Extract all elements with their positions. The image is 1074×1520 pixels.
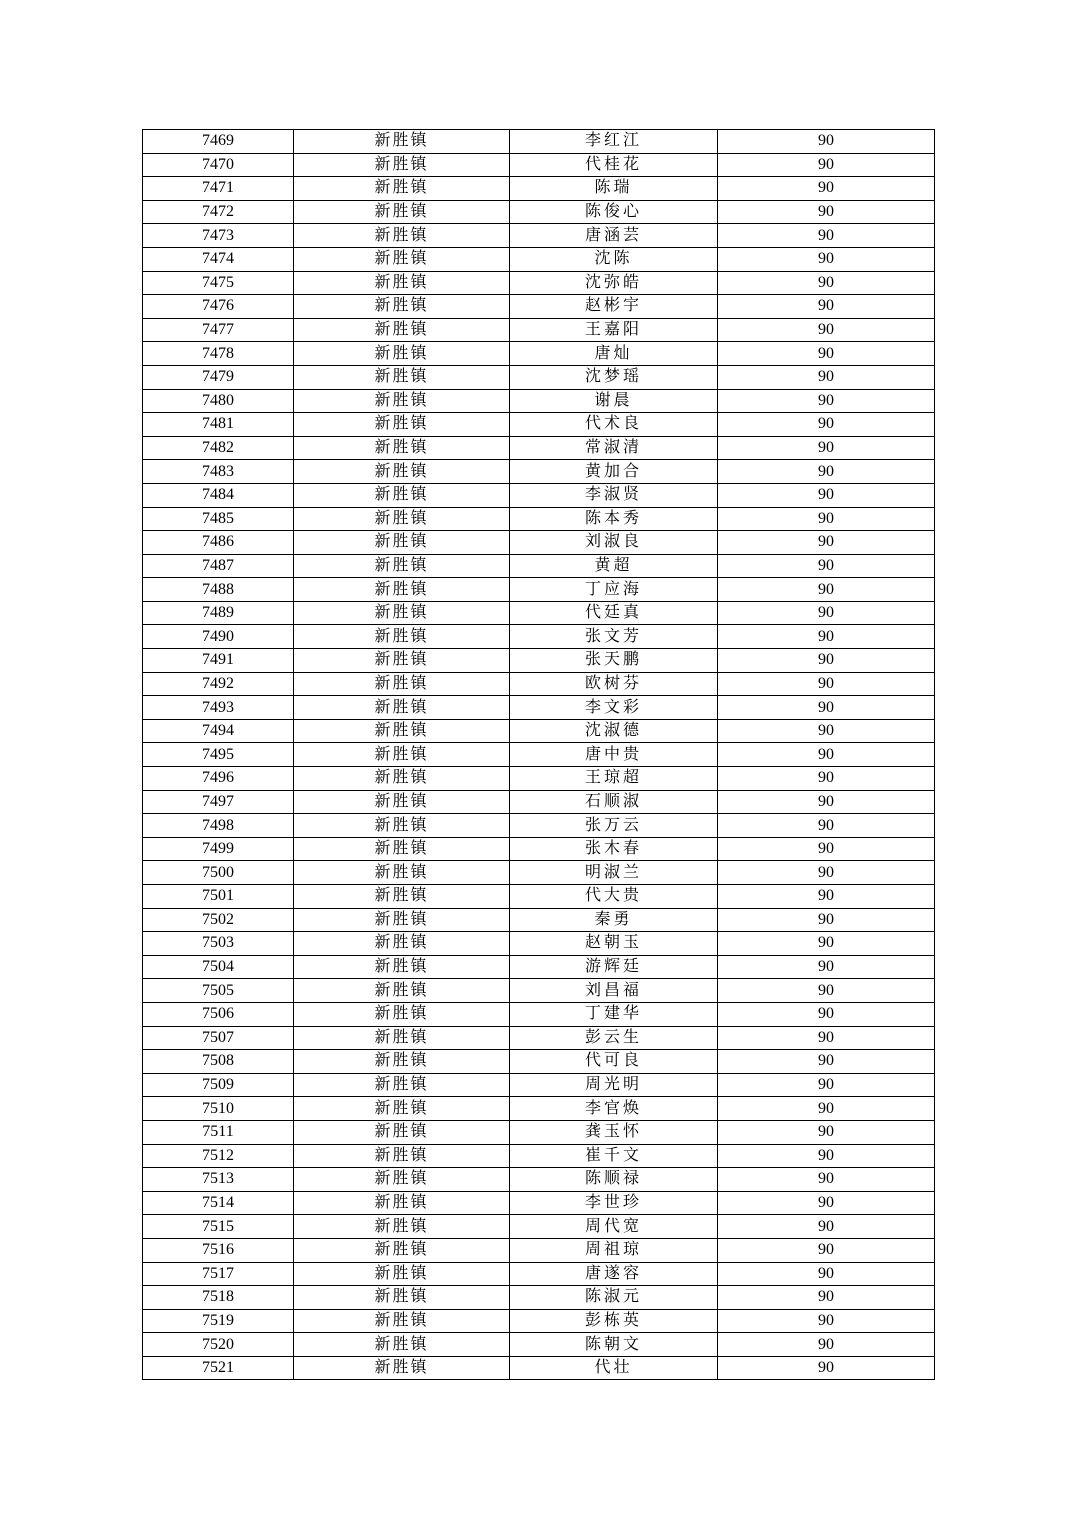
table-row bbox=[143, 1286, 935, 1310]
person-name-cell: 彭云生 bbox=[510, 1026, 718, 1050]
table-row bbox=[143, 885, 935, 909]
person-name-cell: 刘昌福 bbox=[510, 979, 718, 1003]
table-row bbox=[143, 955, 935, 979]
roster-table bbox=[142, 129, 935, 1380]
table-row bbox=[143, 696, 935, 720]
row-number-cell: 7503 bbox=[143, 932, 294, 956]
town-cell: 新胜镇 bbox=[294, 1073, 510, 1097]
person-name-cell: 代可良 bbox=[510, 1050, 718, 1074]
amount-cell: 90 bbox=[718, 885, 935, 909]
amount-cell: 90 bbox=[718, 271, 935, 295]
row-number-cell: 7513 bbox=[143, 1168, 294, 1192]
amount-cell: 90 bbox=[718, 861, 935, 885]
table-row bbox=[143, 460, 935, 484]
table-row bbox=[143, 436, 935, 460]
table-row bbox=[143, 1097, 935, 1121]
person-name-cell: 崔千文 bbox=[510, 1144, 718, 1168]
person-name-cell: 游辉廷 bbox=[510, 955, 718, 979]
person-name-cell: 代大贵 bbox=[510, 885, 718, 909]
row-number-cell: 7480 bbox=[143, 389, 294, 413]
person-name-cell: 丁应海 bbox=[510, 578, 718, 602]
row-number-cell: 7498 bbox=[143, 814, 294, 838]
person-name-cell: 石顺淑 bbox=[510, 790, 718, 814]
row-number-cell: 7476 bbox=[143, 295, 294, 319]
town-cell: 新胜镇 bbox=[294, 1097, 510, 1121]
row-number-cell: 7494 bbox=[143, 719, 294, 743]
town-cell: 新胜镇 bbox=[294, 554, 510, 578]
amount-cell: 90 bbox=[718, 389, 935, 413]
town-cell: 新胜镇 bbox=[294, 979, 510, 1003]
table-row bbox=[143, 767, 935, 791]
table-row bbox=[143, 578, 935, 602]
town-cell: 新胜镇 bbox=[294, 1262, 510, 1286]
town-cell: 新胜镇 bbox=[294, 1286, 510, 1310]
town-cell: 新胜镇 bbox=[294, 696, 510, 720]
person-name-cell: 李官焕 bbox=[510, 1097, 718, 1121]
table-row bbox=[143, 1262, 935, 1286]
person-name-cell: 赵朝玉 bbox=[510, 932, 718, 956]
person-name-cell: 陈瑞 bbox=[510, 177, 718, 201]
table-row bbox=[143, 861, 935, 885]
row-number-cell: 7500 bbox=[143, 861, 294, 885]
row-number-cell: 7493 bbox=[143, 696, 294, 720]
amount-cell: 90 bbox=[718, 767, 935, 791]
person-name-cell: 陈俊心 bbox=[510, 200, 718, 224]
row-number-cell: 7471 bbox=[143, 177, 294, 201]
table-row bbox=[143, 247, 935, 271]
person-name-cell: 赵彬宇 bbox=[510, 295, 718, 319]
amount-cell: 90 bbox=[718, 790, 935, 814]
person-name-cell: 陈朝文 bbox=[510, 1333, 718, 1357]
town-cell: 新胜镇 bbox=[294, 1238, 510, 1262]
town-cell: 新胜镇 bbox=[294, 295, 510, 319]
row-number-cell: 7472 bbox=[143, 200, 294, 224]
amount-cell: 90 bbox=[718, 1356, 935, 1380]
town-cell: 新胜镇 bbox=[294, 672, 510, 696]
amount-cell: 90 bbox=[718, 1309, 935, 1333]
row-number-cell: 7475 bbox=[143, 271, 294, 295]
person-name-cell: 王琼超 bbox=[510, 767, 718, 791]
table-row bbox=[143, 153, 935, 177]
row-number-cell: 7502 bbox=[143, 908, 294, 932]
row-number-cell: 7499 bbox=[143, 837, 294, 861]
person-name-cell: 李文彩 bbox=[510, 696, 718, 720]
amount-cell: 90 bbox=[718, 436, 935, 460]
town-cell: 新胜镇 bbox=[294, 413, 510, 437]
table-row bbox=[143, 1191, 935, 1215]
person-name-cell: 刘淑良 bbox=[510, 531, 718, 555]
amount-cell: 90 bbox=[718, 130, 935, 154]
row-number-cell: 7486 bbox=[143, 531, 294, 555]
row-number-cell: 7470 bbox=[143, 153, 294, 177]
amount-cell: 90 bbox=[718, 578, 935, 602]
town-cell: 新胜镇 bbox=[294, 460, 510, 484]
table-row bbox=[143, 1333, 935, 1357]
person-name-cell: 周代宽 bbox=[510, 1215, 718, 1239]
row-number-cell: 7492 bbox=[143, 672, 294, 696]
amount-cell: 90 bbox=[718, 696, 935, 720]
town-cell: 新胜镇 bbox=[294, 1144, 510, 1168]
table-row bbox=[143, 979, 935, 1003]
person-name-cell: 张万云 bbox=[510, 814, 718, 838]
amount-cell: 90 bbox=[718, 413, 935, 437]
town-cell: 新胜镇 bbox=[294, 389, 510, 413]
table-row bbox=[143, 130, 935, 154]
person-name-cell: 李世珍 bbox=[510, 1191, 718, 1215]
person-name-cell: 代壮 bbox=[510, 1356, 718, 1380]
row-number-cell: 7514 bbox=[143, 1191, 294, 1215]
row-number-cell: 7491 bbox=[143, 649, 294, 673]
person-name-cell: 代术良 bbox=[510, 413, 718, 437]
row-number-cell: 7508 bbox=[143, 1050, 294, 1074]
amount-cell: 90 bbox=[718, 814, 935, 838]
town-cell: 新胜镇 bbox=[294, 601, 510, 625]
amount-cell: 90 bbox=[718, 153, 935, 177]
person-name-cell: 代廷真 bbox=[510, 601, 718, 625]
row-number-cell: 7504 bbox=[143, 955, 294, 979]
town-cell: 新胜镇 bbox=[294, 531, 510, 555]
amount-cell: 90 bbox=[718, 295, 935, 319]
table-row bbox=[143, 1144, 935, 1168]
town-cell: 新胜镇 bbox=[294, 247, 510, 271]
town-cell: 新胜镇 bbox=[294, 1026, 510, 1050]
town-cell: 新胜镇 bbox=[294, 1120, 510, 1144]
town-cell: 新胜镇 bbox=[294, 1215, 510, 1239]
table-row bbox=[143, 837, 935, 861]
row-number-cell: 7483 bbox=[143, 460, 294, 484]
amount-cell: 90 bbox=[718, 1073, 935, 1097]
table-row bbox=[143, 318, 935, 342]
amount-cell: 90 bbox=[718, 247, 935, 271]
town-cell: 新胜镇 bbox=[294, 932, 510, 956]
amount-cell: 90 bbox=[718, 743, 935, 767]
row-number-cell: 7518 bbox=[143, 1286, 294, 1310]
person-name-cell: 张天鹏 bbox=[510, 649, 718, 673]
row-number-cell: 7469 bbox=[143, 130, 294, 154]
town-cell: 新胜镇 bbox=[294, 342, 510, 366]
town-cell: 新胜镇 bbox=[294, 1356, 510, 1380]
town-cell: 新胜镇 bbox=[294, 1002, 510, 1026]
person-name-cell: 陈本秀 bbox=[510, 507, 718, 531]
amount-cell: 90 bbox=[718, 1333, 935, 1357]
amount-cell: 90 bbox=[718, 719, 935, 743]
town-cell: 新胜镇 bbox=[294, 767, 510, 791]
person-name-cell: 李淑贤 bbox=[510, 483, 718, 507]
row-number-cell: 7516 bbox=[143, 1238, 294, 1262]
table-row bbox=[143, 295, 935, 319]
person-name-cell: 沈弥皓 bbox=[510, 271, 718, 295]
person-name-cell: 陈淑元 bbox=[510, 1286, 718, 1310]
person-name-cell: 张木春 bbox=[510, 837, 718, 861]
table-row bbox=[143, 1073, 935, 1097]
person-name-cell: 欧树芬 bbox=[510, 672, 718, 696]
table-row bbox=[143, 507, 935, 531]
row-number-cell: 7519 bbox=[143, 1309, 294, 1333]
row-number-cell: 7506 bbox=[143, 1002, 294, 1026]
amount-cell: 90 bbox=[718, 1168, 935, 1192]
row-number-cell: 7478 bbox=[143, 342, 294, 366]
table-row bbox=[143, 719, 935, 743]
row-number-cell: 7510 bbox=[143, 1097, 294, 1121]
amount-cell: 90 bbox=[718, 625, 935, 649]
amount-cell: 90 bbox=[718, 224, 935, 248]
amount-cell: 90 bbox=[718, 507, 935, 531]
table-row bbox=[143, 1309, 935, 1333]
person-name-cell: 唐涵芸 bbox=[510, 224, 718, 248]
town-cell: 新胜镇 bbox=[294, 318, 510, 342]
amount-cell: 90 bbox=[718, 1262, 935, 1286]
town-cell: 新胜镇 bbox=[294, 1309, 510, 1333]
person-name-cell: 张文芳 bbox=[510, 625, 718, 649]
row-number-cell: 7512 bbox=[143, 1144, 294, 1168]
row-number-cell: 7515 bbox=[143, 1215, 294, 1239]
table-row bbox=[143, 743, 935, 767]
person-name-cell: 李红江 bbox=[510, 130, 718, 154]
amount-cell: 90 bbox=[718, 1215, 935, 1239]
amount-cell: 90 bbox=[718, 601, 935, 625]
amount-cell: 90 bbox=[718, 460, 935, 484]
table-row bbox=[143, 1215, 935, 1239]
table-row bbox=[143, 200, 935, 224]
row-number-cell: 7517 bbox=[143, 1262, 294, 1286]
row-number-cell: 7489 bbox=[143, 601, 294, 625]
row-number-cell: 7474 bbox=[143, 247, 294, 271]
town-cell: 新胜镇 bbox=[294, 790, 510, 814]
town-cell: 新胜镇 bbox=[294, 365, 510, 389]
town-cell: 新胜镇 bbox=[294, 885, 510, 909]
table-row bbox=[143, 1168, 935, 1192]
person-name-cell: 沈陈 bbox=[510, 247, 718, 271]
row-number-cell: 7490 bbox=[143, 625, 294, 649]
table-row bbox=[143, 554, 935, 578]
town-cell: 新胜镇 bbox=[294, 719, 510, 743]
town-cell: 新胜镇 bbox=[294, 649, 510, 673]
row-number-cell: 7482 bbox=[143, 436, 294, 460]
table-row bbox=[143, 531, 935, 555]
amount-cell: 90 bbox=[718, 318, 935, 342]
person-name-cell: 谢晨 bbox=[510, 389, 718, 413]
person-name-cell: 黄超 bbox=[510, 554, 718, 578]
town-cell: 新胜镇 bbox=[294, 908, 510, 932]
row-number-cell: 7501 bbox=[143, 885, 294, 909]
town-cell: 新胜镇 bbox=[294, 483, 510, 507]
amount-cell: 90 bbox=[718, 1050, 935, 1074]
row-number-cell: 7509 bbox=[143, 1073, 294, 1097]
person-name-cell: 明淑兰 bbox=[510, 861, 718, 885]
town-cell: 新胜镇 bbox=[294, 578, 510, 602]
person-name-cell: 龚玉怀 bbox=[510, 1120, 718, 1144]
row-number-cell: 7473 bbox=[143, 224, 294, 248]
town-cell: 新胜镇 bbox=[294, 153, 510, 177]
table-row bbox=[143, 1026, 935, 1050]
town-cell: 新胜镇 bbox=[294, 200, 510, 224]
town-cell: 新胜镇 bbox=[294, 837, 510, 861]
town-cell: 新胜镇 bbox=[294, 625, 510, 649]
row-number-cell: 7507 bbox=[143, 1026, 294, 1050]
town-cell: 新胜镇 bbox=[294, 1191, 510, 1215]
amount-cell: 90 bbox=[718, 1144, 935, 1168]
person-name-cell: 周光明 bbox=[510, 1073, 718, 1097]
person-name-cell: 唐中贵 bbox=[510, 743, 718, 767]
amount-cell: 90 bbox=[718, 483, 935, 507]
table-row bbox=[143, 649, 935, 673]
amount-cell: 90 bbox=[718, 979, 935, 1003]
table-row bbox=[143, 413, 935, 437]
amount-cell: 90 bbox=[718, 200, 935, 224]
person-name-cell: 周祖琼 bbox=[510, 1238, 718, 1262]
town-cell: 新胜镇 bbox=[294, 814, 510, 838]
amount-cell: 90 bbox=[718, 1286, 935, 1310]
table-row bbox=[143, 365, 935, 389]
town-cell: 新胜镇 bbox=[294, 507, 510, 531]
town-cell: 新胜镇 bbox=[294, 271, 510, 295]
town-cell: 新胜镇 bbox=[294, 436, 510, 460]
amount-cell: 90 bbox=[718, 1238, 935, 1262]
table-row bbox=[143, 483, 935, 507]
amount-cell: 90 bbox=[718, 649, 935, 673]
town-cell: 新胜镇 bbox=[294, 1050, 510, 1074]
table-row bbox=[143, 1120, 935, 1144]
town-cell: 新胜镇 bbox=[294, 130, 510, 154]
amount-cell: 90 bbox=[718, 1120, 935, 1144]
person-name-cell: 王嘉阳 bbox=[510, 318, 718, 342]
table-row bbox=[143, 1356, 935, 1380]
amount-cell: 90 bbox=[718, 365, 935, 389]
amount-cell: 90 bbox=[718, 1097, 935, 1121]
table-row bbox=[143, 177, 935, 201]
town-cell: 新胜镇 bbox=[294, 224, 510, 248]
row-number-cell: 7488 bbox=[143, 578, 294, 602]
person-name-cell: 丁建华 bbox=[510, 1002, 718, 1026]
person-name-cell: 唐遂容 bbox=[510, 1262, 718, 1286]
person-name-cell: 代桂花 bbox=[510, 153, 718, 177]
row-number-cell: 7496 bbox=[143, 767, 294, 791]
person-name-cell: 黄加合 bbox=[510, 460, 718, 484]
table-row bbox=[143, 814, 935, 838]
table-row bbox=[143, 672, 935, 696]
table-row bbox=[143, 625, 935, 649]
row-number-cell: 7497 bbox=[143, 790, 294, 814]
person-name-cell: 陈顺禄 bbox=[510, 1168, 718, 1192]
amount-cell: 90 bbox=[718, 932, 935, 956]
roster-table-body bbox=[143, 130, 935, 1380]
table-row bbox=[143, 224, 935, 248]
row-number-cell: 7477 bbox=[143, 318, 294, 342]
row-number-cell: 7511 bbox=[143, 1120, 294, 1144]
row-number-cell: 7487 bbox=[143, 554, 294, 578]
town-cell: 新胜镇 bbox=[294, 1333, 510, 1357]
row-number-cell: 7484 bbox=[143, 483, 294, 507]
town-cell: 新胜镇 bbox=[294, 955, 510, 979]
amount-cell: 90 bbox=[718, 531, 935, 555]
table-row bbox=[143, 271, 935, 295]
town-cell: 新胜镇 bbox=[294, 177, 510, 201]
person-name-cell: 唐灿 bbox=[510, 342, 718, 366]
row-number-cell: 7505 bbox=[143, 979, 294, 1003]
table-row bbox=[143, 389, 935, 413]
table-row bbox=[143, 1050, 935, 1074]
amount-cell: 90 bbox=[718, 908, 935, 932]
amount-cell: 90 bbox=[718, 1002, 935, 1026]
amount-cell: 90 bbox=[718, 955, 935, 979]
amount-cell: 90 bbox=[718, 672, 935, 696]
table-row bbox=[143, 790, 935, 814]
table-row bbox=[143, 601, 935, 625]
amount-cell: 90 bbox=[718, 342, 935, 366]
town-cell: 新胜镇 bbox=[294, 743, 510, 767]
row-number-cell: 7481 bbox=[143, 413, 294, 437]
table-row bbox=[143, 1238, 935, 1262]
amount-cell: 90 bbox=[718, 554, 935, 578]
row-number-cell: 7520 bbox=[143, 1333, 294, 1357]
amount-cell: 90 bbox=[718, 1191, 935, 1215]
person-name-cell: 秦勇 bbox=[510, 908, 718, 932]
amount-cell: 90 bbox=[718, 177, 935, 201]
row-number-cell: 7521 bbox=[143, 1356, 294, 1380]
row-number-cell: 7495 bbox=[143, 743, 294, 767]
table-row bbox=[143, 932, 935, 956]
town-cell: 新胜镇 bbox=[294, 861, 510, 885]
table-row bbox=[143, 1002, 935, 1026]
table-row bbox=[143, 908, 935, 932]
person-name-cell: 沈淑德 bbox=[510, 719, 718, 743]
table-row bbox=[143, 342, 935, 366]
person-name-cell: 彭栋英 bbox=[510, 1309, 718, 1333]
person-name-cell: 沈梦瑶 bbox=[510, 365, 718, 389]
person-name-cell: 常淑清 bbox=[510, 436, 718, 460]
row-number-cell: 7485 bbox=[143, 507, 294, 531]
town-cell: 新胜镇 bbox=[294, 1168, 510, 1192]
amount-cell: 90 bbox=[718, 837, 935, 861]
row-number-cell: 7479 bbox=[143, 365, 294, 389]
amount-cell: 90 bbox=[718, 1026, 935, 1050]
